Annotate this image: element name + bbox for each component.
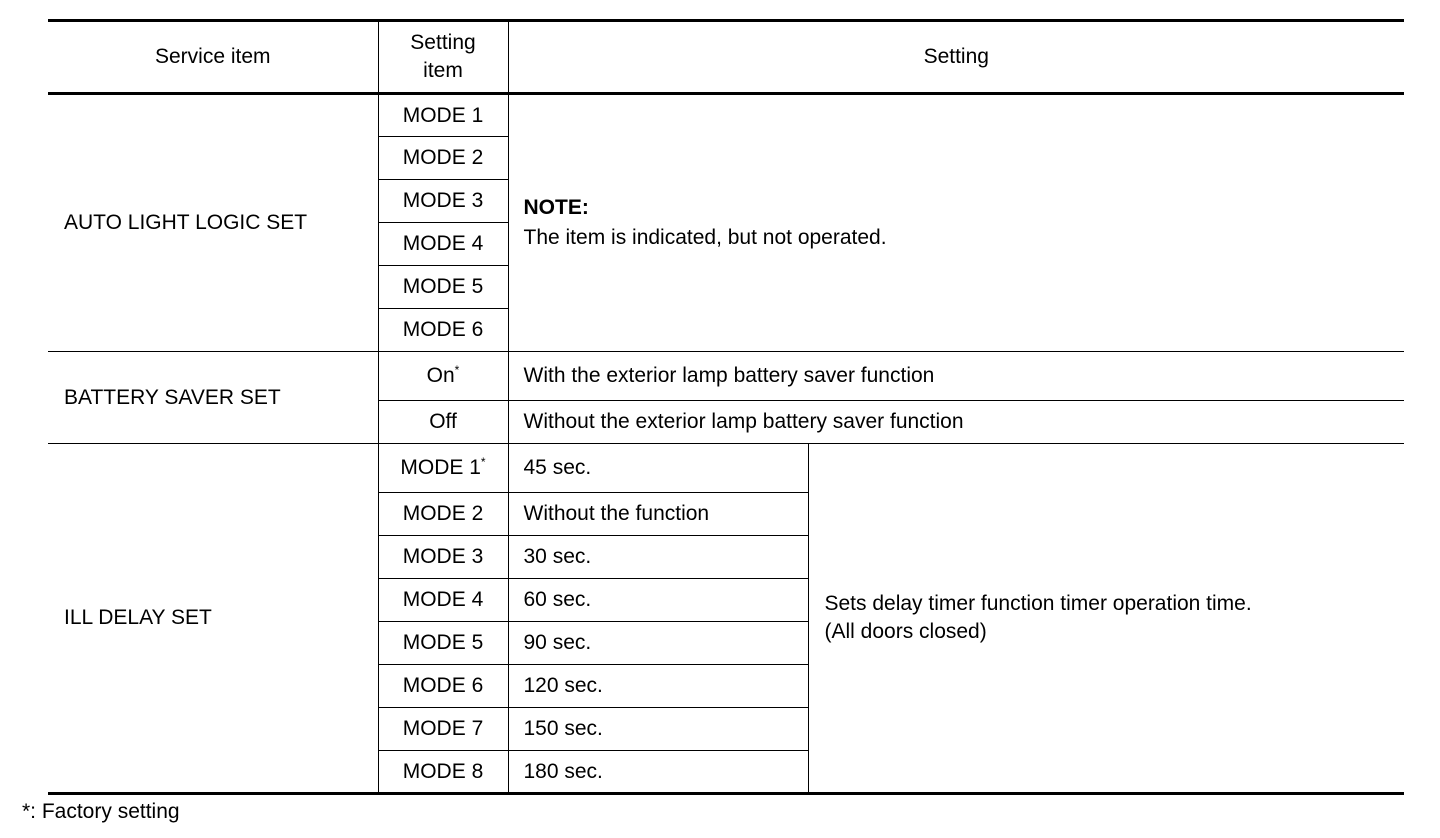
ill-delay-item-1 [378,444,508,493]
note-text: The item is indicated, but not operated. [523,226,887,249]
ill-delay-setting-6: 120 sec. [508,665,808,708]
settings-table-container [48,19,1404,795]
auto-light-mode-6: MODE 6 [378,309,508,352]
ill-delay-item-7 [378,708,508,751]
header-setting: Setting [508,21,1404,94]
item-label: Off [429,410,457,433]
footnote: *: Factory setting [22,800,180,823]
header-row [48,21,1404,94]
description-line-2: (All doors closed) [824,620,987,643]
auto-light-row-1 [48,94,1404,137]
auto-light-service: AUTO LIGHT LOGIC SET [48,94,378,352]
auto-light-mode-3: MODE 3 [378,180,508,223]
ill-delay-item-2 [378,493,508,536]
header-service-item: Service item [48,21,378,94]
header-setting-item [378,21,508,94]
battery-saver-service: BATTERY SAVER SET [48,352,378,444]
item-label: MODE 3 [402,545,484,568]
note-title: NOTE: [523,196,589,219]
ill-delay-setting-1: 45 sec. [508,444,808,493]
ill-delay-row-1 [48,444,1404,493]
ill-delay-setting-8: 180 sec. [508,751,808,794]
ill-delay-setting-5: 90 sec. [508,622,808,665]
auto-light-mode-1: MODE 1 [378,94,508,137]
battery-saver-setting-on: With the exterior lamp battery saver function [508,352,1404,401]
factory-mark: * [480,455,486,469]
ill-delay-item-5 [378,622,508,665]
battery-saver-row-on [48,352,1404,401]
ill-delay-description [808,444,1404,794]
ill-delay-item-6 [378,665,508,708]
service-settings-table [48,19,1404,795]
ill-delay-setting-3: 30 sec. [508,536,808,579]
item-label: On [426,364,455,387]
factory-mark: * [454,363,460,377]
battery-saver-item-on [378,352,508,401]
item-label: MODE 6 [402,674,484,697]
item-label: MODE 8 [402,759,484,783]
ill-delay-setting-4: 60 sec. [508,579,808,622]
item-label: MODE 4 [402,588,484,611]
battery-saver-setting-off: Without the exterior lamp battery saver function [508,401,1404,444]
battery-saver-item-off [378,401,508,444]
ill-delay-service: ILL DELAY SET [48,444,378,794]
ill-delay-item-8 [378,751,508,794]
ill-delay-setting-7: 150 sec. [508,708,808,751]
item-label: MODE 2 [402,502,484,525]
ill-delay-item-4 [378,579,508,622]
auto-light-mode-2: MODE 2 [378,137,508,180]
ill-delay-setting-2: Without the function [508,493,808,536]
auto-light-note [508,94,1404,352]
header-setting-item-label: Setting item [410,31,476,82]
description-line-1: Sets delay timer function timer operation time. [824,592,1252,615]
item-label: MODE 1 [400,456,481,479]
auto-light-mode-4: MODE 4 [378,223,508,266]
item-label: MODE 7 [402,717,484,740]
auto-light-mode-5: MODE 5 [378,266,508,309]
ill-delay-item-3 [378,536,508,579]
item-label: MODE 5 [402,631,484,654]
